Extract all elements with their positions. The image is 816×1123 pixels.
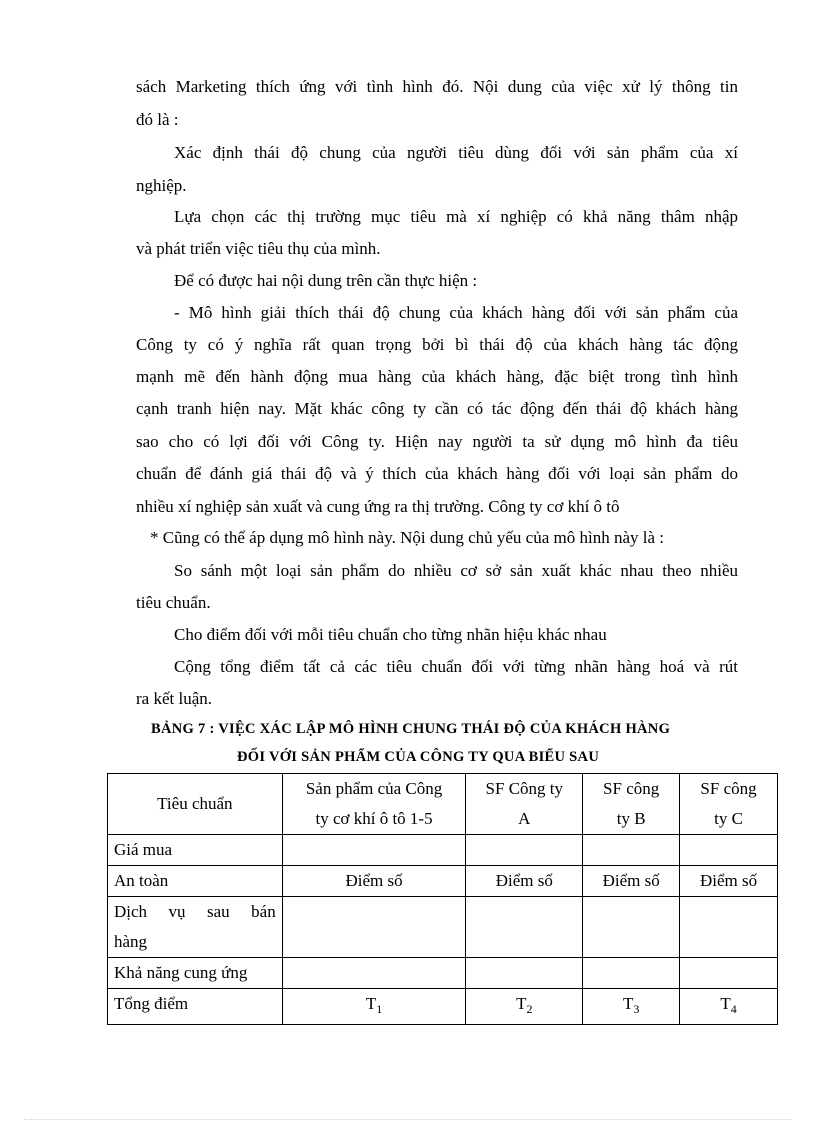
- score-cell: Điểm số: [466, 866, 583, 897]
- text-line-19: Cộng tổng điểm tất cả các tiêu chuẩn đối với từng nhãn hàng hoá và rút: [174, 657, 738, 676]
- header-criteria: [108, 774, 283, 835]
- table-cell: [583, 835, 680, 866]
- text-line-14: nhiều xí nghiệp sản xuất và cung ứng ra thị trường. Công ty cơ khí ô tô: [136, 497, 620, 516]
- table-row: [108, 958, 778, 989]
- header-company-a-line1: SF Công ty: [485, 779, 564, 798]
- text-line-20: ra kết luận.: [136, 689, 212, 708]
- table-cell: [680, 835, 778, 866]
- row-label-after-sales-line2: hàng: [114, 932, 148, 951]
- table-header-row: [108, 774, 778, 835]
- header-company-b-line2: ty B: [616, 809, 646, 828]
- text-line-2: đó là :: [136, 110, 179, 129]
- total-t2-subscript: 2: [526, 1002, 533, 1016]
- total-t1-letter: T: [365, 994, 377, 1013]
- text-line-5: Lựa chọn các thị trường mục tiêu mà xí nghiệp có khả năng thâm nhập: [174, 207, 738, 226]
- total-t4-letter: T: [720, 994, 731, 1013]
- criteria-table: [107, 773, 778, 1025]
- total-cell-t2: [466, 989, 583, 1025]
- text-line-7: Để có được hai nội dung trên cần thực hiện :: [174, 271, 478, 290]
- text-line-12: sao cho có lợi đối với Công ty. Hiện nay người ta sử dụng mô hình đa tiêu: [136, 432, 738, 451]
- text-line-13: chuẩn để đánh giá thái độ và ý thích của khách hàng đối với loại sản phẩm do: [136, 464, 738, 483]
- row-label-supply-capacity: Khả năng cung ứng: [108, 958, 283, 989]
- score-cell: Điểm số: [680, 866, 778, 897]
- text-line-3: Xác định thái độ chung của người tiêu dùng đối với sản phẩm của xí: [174, 143, 738, 162]
- table-row: [108, 835, 778, 866]
- header-company-b: [583, 774, 680, 835]
- text-line-4: nghiệp.: [136, 176, 187, 195]
- text-line-18: Cho điểm đối với mỗi tiêu chuẩn cho từng nhãn hiệu khác nhau: [174, 625, 607, 644]
- table-cell: [583, 897, 680, 958]
- header-company-product-line2: ty cơ khí ô tô 1-5: [315, 809, 433, 828]
- score-cell: Điểm số: [583, 866, 680, 897]
- table-row: [108, 866, 778, 897]
- text-line-8: - Mô hình giải thích thái độ chung của khách hàng đối với sản phẩm của: [174, 303, 738, 322]
- row-label-total: Tổng điểm: [108, 989, 283, 1025]
- table-cell: [282, 835, 466, 866]
- row-label-after-sales: [108, 897, 283, 958]
- table-row: [108, 989, 778, 1025]
- text-line-9: Công ty có ý nghĩa rất quan trọng bởi bì thái độ của khách hàng tác động: [136, 335, 738, 354]
- header-company-product-line1: Sản phẩm của Công: [305, 779, 443, 798]
- header-company-c-line1: SF công: [700, 779, 757, 798]
- total-t3-letter: T: [622, 994, 634, 1013]
- text-line-15: * Cũng có thể áp dụng mô hình này. Nội dung chủ yếu của mô hình này là :: [150, 528, 665, 547]
- total-t1-subscript: 1: [376, 1002, 383, 1016]
- table-cell: [583, 958, 680, 989]
- row-label-price: Giá mua: [108, 835, 283, 866]
- text-line-1: sách Marketing thích ứng với tình hình đó. Nội dung của việc xử lý thông tin: [136, 77, 738, 96]
- row-label-safety: An toàn: [108, 866, 283, 897]
- header-company-a-line2: A: [518, 809, 531, 828]
- table-caption-line-1: BẢNG 7 : VIỆC XÁC LẬP MÔ HÌNH CHUNG THÁI ĐỘ CỦA KHÁCH HÀNG: [151, 721, 671, 737]
- text-line-17: tiêu chuẩn.: [136, 593, 211, 612]
- table-cell: [282, 897, 466, 958]
- table-caption-line-2: ĐỐI VỚI SẢN PHẨM CỦA CÔNG TY QUA BIỂU SAU: [237, 749, 600, 765]
- row-label-after-sales-line1: Dịch vụ sau bán: [114, 902, 276, 921]
- header-criteria-label: Tiêu chuẩn: [157, 794, 233, 813]
- table-cell: [680, 958, 778, 989]
- table-cell: [466, 897, 583, 958]
- header-company-b-line1: SF công: [603, 779, 660, 798]
- table-cell: [466, 958, 583, 989]
- total-cell-t3: [583, 989, 680, 1025]
- header-company-product: [282, 774, 466, 835]
- header-company-c: [680, 774, 778, 835]
- table-row: [108, 897, 778, 958]
- table-cell: [282, 958, 466, 989]
- header-company-a: [466, 774, 583, 835]
- total-cell-t1: [282, 989, 466, 1025]
- total-t4-subscript: 4: [730, 1002, 737, 1016]
- text-line-16: So sánh một loại sản phẩm do nhiều cơ sở sản xuất khác nhau theo nhiều: [174, 561, 738, 580]
- score-cell: Điểm số: [282, 866, 466, 897]
- total-t2-letter: T: [516, 994, 527, 1013]
- text-line-6: và phát triển việc tiêu thụ của mình.: [136, 239, 381, 258]
- text-line-10: mạnh mẽ đến hành động mua hàng của khách hàng, đặc biệt trong tình hình: [136, 367, 738, 386]
- text-line-11: cạnh tranh hiện nay. Mặt khác công ty cần có tác động đến thái độ khách hàng: [136, 399, 738, 418]
- header-company-c-line2: ty C: [714, 809, 743, 828]
- total-t3-subscript: 3: [633, 1002, 640, 1016]
- footer-divider: [24, 1119, 792, 1120]
- total-cell-t4: [680, 989, 778, 1025]
- table-cell: [680, 897, 778, 958]
- table-cell: [466, 835, 583, 866]
